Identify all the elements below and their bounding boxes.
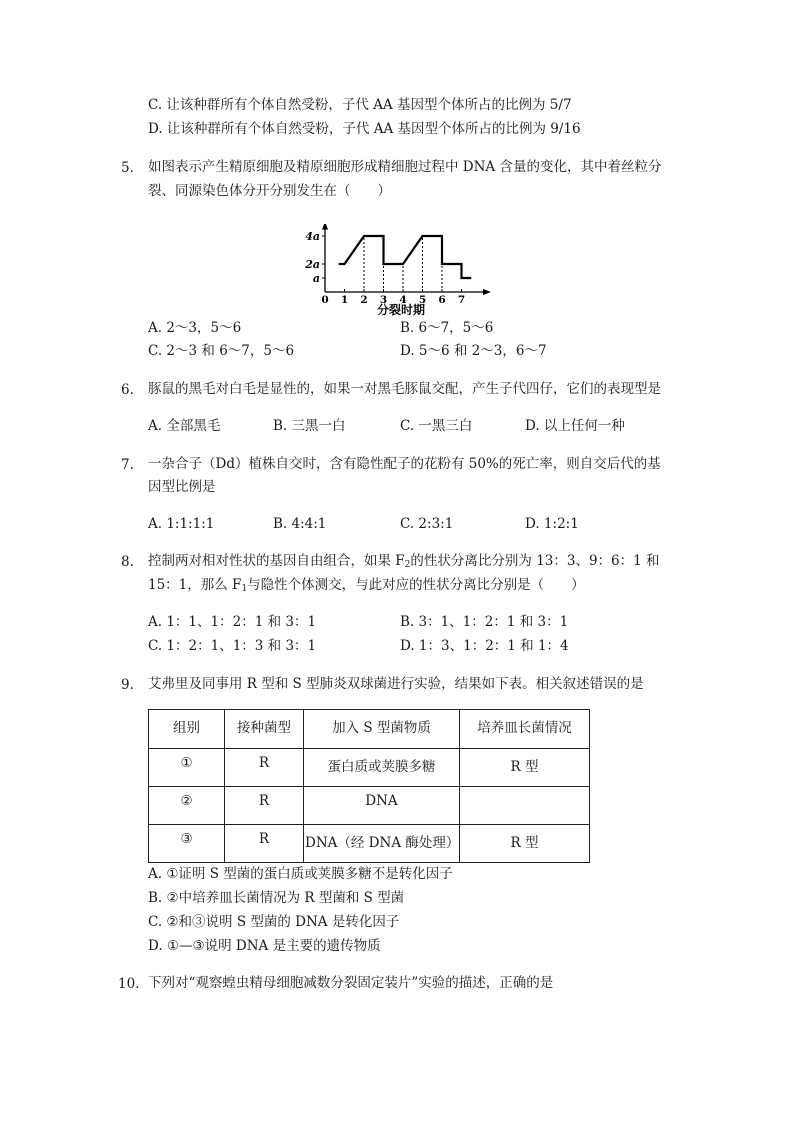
- q5-option-a[interactable]: A. 2～3，5～6: [148, 320, 242, 336]
- q7-number: 7.: [121, 457, 134, 473]
- table-cell: R: [225, 787, 304, 825]
- table-header-cell: 加入 S 型菌物质: [304, 710, 460, 749]
- q8-number: 8.: [121, 554, 134, 570]
- chart-series: [339, 236, 472, 278]
- table-header-cell: 培养皿长菌情况: [460, 710, 590, 749]
- q6-stem-line1: 豚鼠的黑毛对白毛是显性的，如果一对黑毛豚鼠交配，产生子代四仔，它们的表现型是: [148, 381, 661, 397]
- q9-number: 9.: [121, 677, 134, 693]
- table-cell: R: [225, 825, 304, 863]
- q5-number: 5.: [121, 160, 134, 176]
- q9-option-b[interactable]: B. ②中培养皿长菌情况为 R 型菌和 S 型菌: [148, 890, 405, 906]
- experiment-table: [148, 709, 590, 863]
- q9-option-d[interactable]: D. ①—③说明 DNA 是主要的遗传物质: [148, 938, 381, 954]
- q8-option-a[interactable]: A. 1：1、1：2：1 和 3：1: [148, 614, 317, 630]
- table-cell: [460, 787, 590, 825]
- q6-option-d[interactable]: D. 以上任何一种: [525, 418, 625, 434]
- q7-option-d[interactable]: D. 1:2:1: [525, 516, 579, 532]
- q5-option-c[interactable]: C. 2～3 和 6～7，5～6: [148, 343, 295, 359]
- x-tick-label: 4: [399, 294, 407, 306]
- q6-option-c[interactable]: C. 一黑三白: [400, 418, 473, 434]
- q4-option-d: D. 让该种群所有个体自然受粉，子代 AA 基因型个体所占的比例为 9/16: [148, 121, 581, 137]
- q9-stem-line1: 艾弗里及同事用 R 型和 S 型肺炎双球菌进行实验，结果如下表。相关叙述错误的是: [148, 676, 644, 692]
- y-tick-label: 2a: [305, 258, 320, 271]
- q9-option-a[interactable]: A. ①证明 S 型菌的蛋白质或荚膜多糖不是转化因子: [148, 866, 453, 882]
- table-cell: R 型: [460, 825, 590, 863]
- x-tick-label: 3: [379, 294, 388, 306]
- q9-option-c[interactable]: C. ②和③说明 S 型菌的 DNA 是转化因子: [148, 914, 400, 930]
- dna-series-line: [339, 236, 472, 278]
- q6-number: 6.: [121, 382, 134, 398]
- table-header-cell: 接种菌型: [225, 710, 304, 749]
- dna-content-chart: [300, 224, 500, 316]
- q5-option-d[interactable]: D. 5～6 和 2～3，6～7: [400, 343, 547, 359]
- x-tick-label: 2: [360, 294, 368, 306]
- q7-option-c[interactable]: C. 2:3:1: [400, 516, 454, 532]
- table-row: [149, 749, 590, 787]
- y-axis-arrow: [322, 224, 328, 230]
- table-header-row: [149, 710, 590, 749]
- q10-number: 10.: [118, 976, 140, 992]
- y-tick-label: 4a: [305, 230, 320, 243]
- q6-option-a[interactable]: A. 全部黑毛: [148, 418, 221, 434]
- q7-stem-line2: 因型比例是: [148, 479, 216, 495]
- chart-y-ticks: [304, 230, 325, 285]
- table-cell: ②: [149, 787, 225, 825]
- x-tick-label: 6: [438, 294, 446, 306]
- y-tick-label: a: [312, 272, 320, 285]
- x-tick-label: 1: [340, 294, 349, 306]
- table-cell: ①: [149, 749, 225, 787]
- q8-stem-line1: 控制两对相对性状的基因自由组合，如果 $F_2$的性状分离比分别为 13：3、9：6：1 和: [148, 553, 660, 570]
- table-cell: ③: [149, 825, 225, 863]
- q7-option-a[interactable]: A. 1:1:1:1: [148, 516, 215, 532]
- table-header-cell: 组别: [149, 710, 225, 749]
- table-cell: 蛋白质或荚膜多糖: [304, 749, 460, 787]
- table-row: [149, 787, 590, 825]
- table-row: [149, 825, 590, 863]
- x-tick-label: 7: [457, 294, 466, 306]
- table-cell: R: [225, 749, 304, 787]
- chart-x-label: 分裂时期: [376, 303, 426, 316]
- x-tick-label: 0: [321, 294, 329, 306]
- q4-option-c: C. 让该种群所有个体自然受粉，子代 AA 基因型个体所占的比例为 5/7: [148, 97, 572, 113]
- q6-option-b[interactable]: B. 三黑一白: [273, 418, 346, 434]
- q7-option-b[interactable]: B. 4:4:1: [273, 516, 327, 532]
- q8-option-b[interactable]: B. 3：1、1：2：1 和 3：1: [400, 614, 569, 630]
- table-cell: R 型: [460, 749, 590, 787]
- x-tick-label: 5: [418, 294, 427, 306]
- q5-option-b[interactable]: B. 6～7，5～6: [400, 320, 494, 336]
- q8-option-d[interactable]: D. 1：3、1：2：1 和 1：4: [400, 638, 569, 654]
- q10-stem-line1: 下列对“观察蝗虫精母细胞减数分裂固定装片”实验的描述，正确的是: [148, 975, 554, 991]
- q5-stem-line2: 裂、同源染色体分开分别发生在（ ）: [148, 183, 391, 199]
- x-axis-arrow: [483, 289, 491, 295]
- table-cell: DNA: [304, 787, 460, 825]
- q5-stem-line1: 如图表示产生精原细胞及精原细胞形成精细胞过程中 DNA 含量的变化，其中着丝粒分: [148, 159, 662, 175]
- q8-option-c[interactable]: C. 1：2：1、1：3 和 3：1: [148, 638, 317, 654]
- table-cell: DNA（经 DNA 酶处理）: [304, 825, 460, 863]
- q8-stem-line2: 15：1，那么 $F_1$与隐性个体测交，与此对应的性状分离比分别是（ ）: [148, 577, 585, 594]
- q7-stem-line1: 一杂合子（Dd）植株自交时，含有隐性配子的花粉有 50%的死亡率，则自交后代的基: [148, 456, 661, 472]
